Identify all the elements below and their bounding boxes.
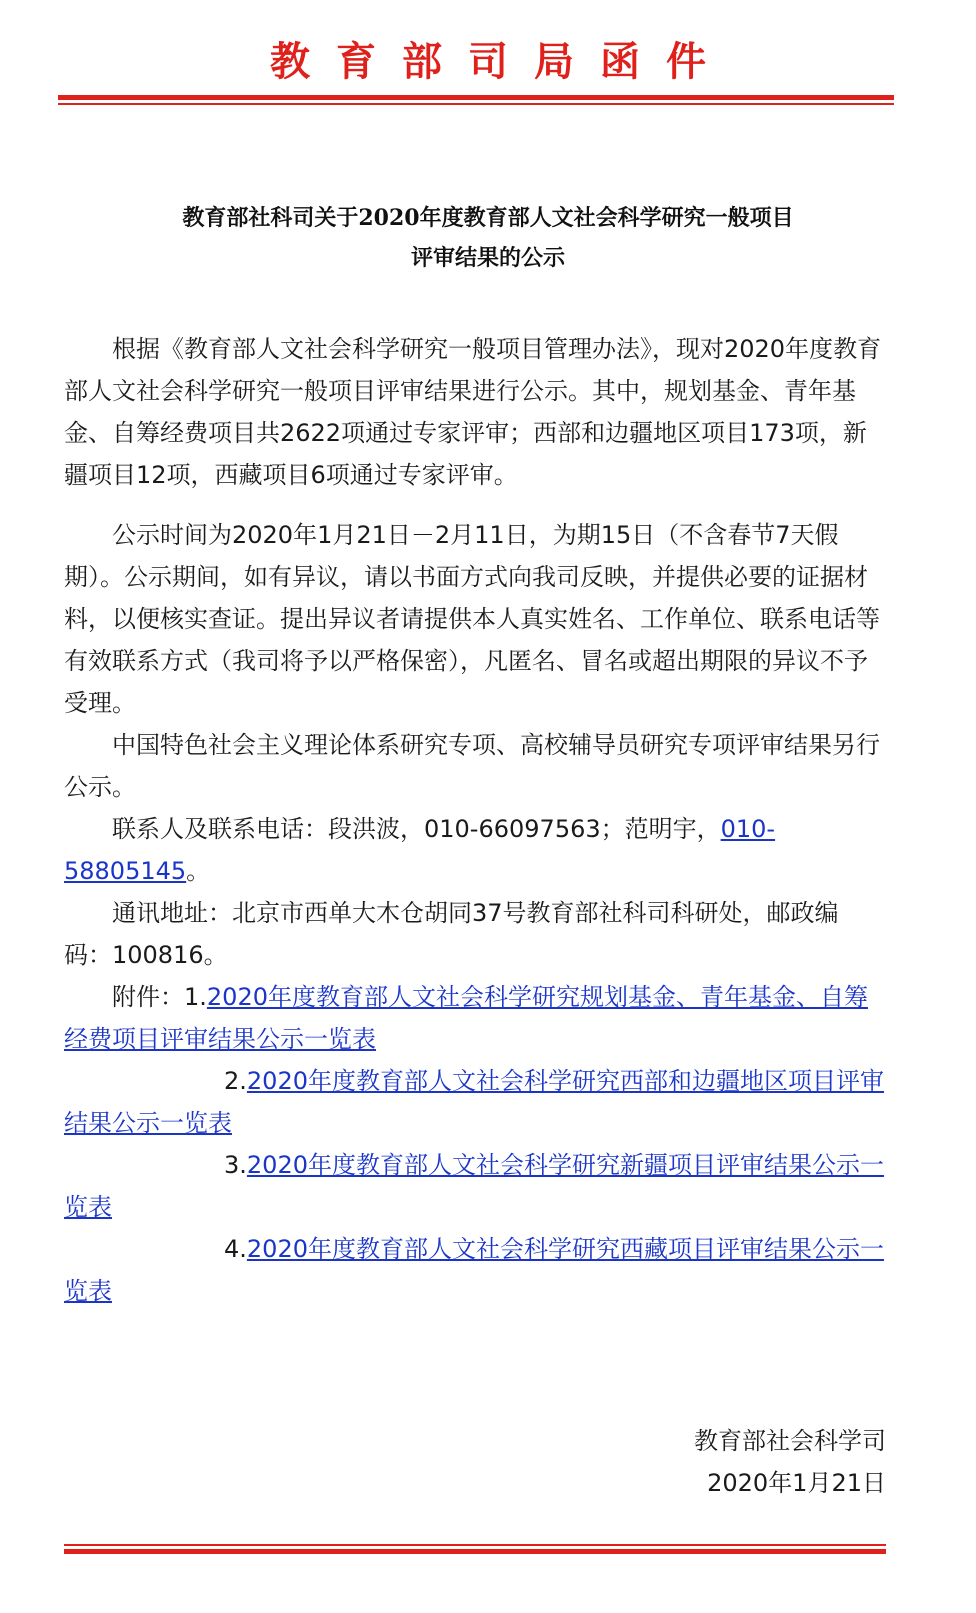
- attachments-label: 附件：: [112, 983, 184, 1011]
- letterhead-rule-thin: [58, 103, 894, 105]
- contact-phone-link[interactable]: 010-58805145: [64, 815, 776, 885]
- footer-rule-thin: [64, 1544, 886, 1546]
- signature-block: [694, 1420, 886, 1504]
- contact-text: 联系人及联系电话：段洪波，010-66097563；范明宇，: [112, 815, 721, 843]
- paragraph-review-results: 根据《教育部人文社会科学研究一般项目管理办法》，现对2020年度教育部人文社会科学研究一般项目评审结果进行公示。其中，规划基金、青年基金、自筹经费项目共2622项通过专家评审；西部和边疆地区项目173项，新疆项目12项，西藏项目6项通过专家评审。: [64, 335, 882, 489]
- letterhead-rule-thick: [58, 95, 894, 100]
- letterhead-rule: [58, 95, 894, 105]
- attachment-item: [64, 976, 886, 1060]
- attachment-link-2[interactable]: 2020年度教育部人文社会科学研究西部和边疆地区项目评审结果公示一览表: [64, 1067, 884, 1137]
- paragraph-contact: [64, 808, 886, 892]
- contact-suffix: 。: [186, 857, 211, 885]
- attachment-number: 4.: [224, 1235, 247, 1263]
- attachment-number: 2.: [224, 1067, 247, 1095]
- attachment-number: 3.: [224, 1151, 247, 1179]
- paragraph-address: 通讯地址：北京市西单大木仓胡同37号教育部社科司科研处，邮政编码：100816。: [64, 899, 839, 969]
- attachment-link-4[interactable]: 2020年度教育部人文社会科学研究西藏项目评审结果公示一览表: [64, 1235, 884, 1305]
- document-title-line-1: 教育部社科司关于2020年度教育部人文社会科学研究一般项目: [182, 205, 794, 231]
- attachment-link-3[interactable]: 2020年度教育部人文社会科学研究新疆项目评审结果公示一览表: [64, 1151, 884, 1221]
- document-title-line-2: 评审结果的公示: [410, 245, 565, 271]
- signer-name: 教育部社会科学司: [694, 1427, 886, 1455]
- signature-date: 2020年1月21日: [707, 1469, 886, 1497]
- attachment-item: [64, 1144, 886, 1228]
- attachment-link-1[interactable]: 2020年度教育部人文社会科学研究规划基金、青年基金、自筹经费项目评审结果公示一览表: [64, 983, 868, 1053]
- footer-rule: [64, 1544, 886, 1554]
- document-title: [0, 198, 976, 278]
- paragraph-special-projects: 中国特色社会主义理论体系研究专项、高校辅导员研究专项评审结果另行公示。: [64, 731, 880, 801]
- attachment-number: 1.: [184, 983, 207, 1011]
- attachment-item: [64, 1228, 886, 1312]
- paragraph-publicity-period: 公示时间为2020年1月21日－2月11日，为期15日（不含春节7天假期）。公示期间，如有异议，请以书面方式向我司反映，并提供必要的证据材料，以便核实查证。提出异议者请提供本人真实姓名、工作单位、联系电话等有效联系方式（我司将予以严格保密），凡匿名、冒名或超出期限的异议不予受理。: [64, 521, 880, 717]
- footer-rule-thick: [64, 1549, 886, 1554]
- attachment-item: [64, 1060, 886, 1144]
- letterhead-title: 教育部司局函件: [270, 39, 732, 85]
- document-body: [64, 328, 886, 1312]
